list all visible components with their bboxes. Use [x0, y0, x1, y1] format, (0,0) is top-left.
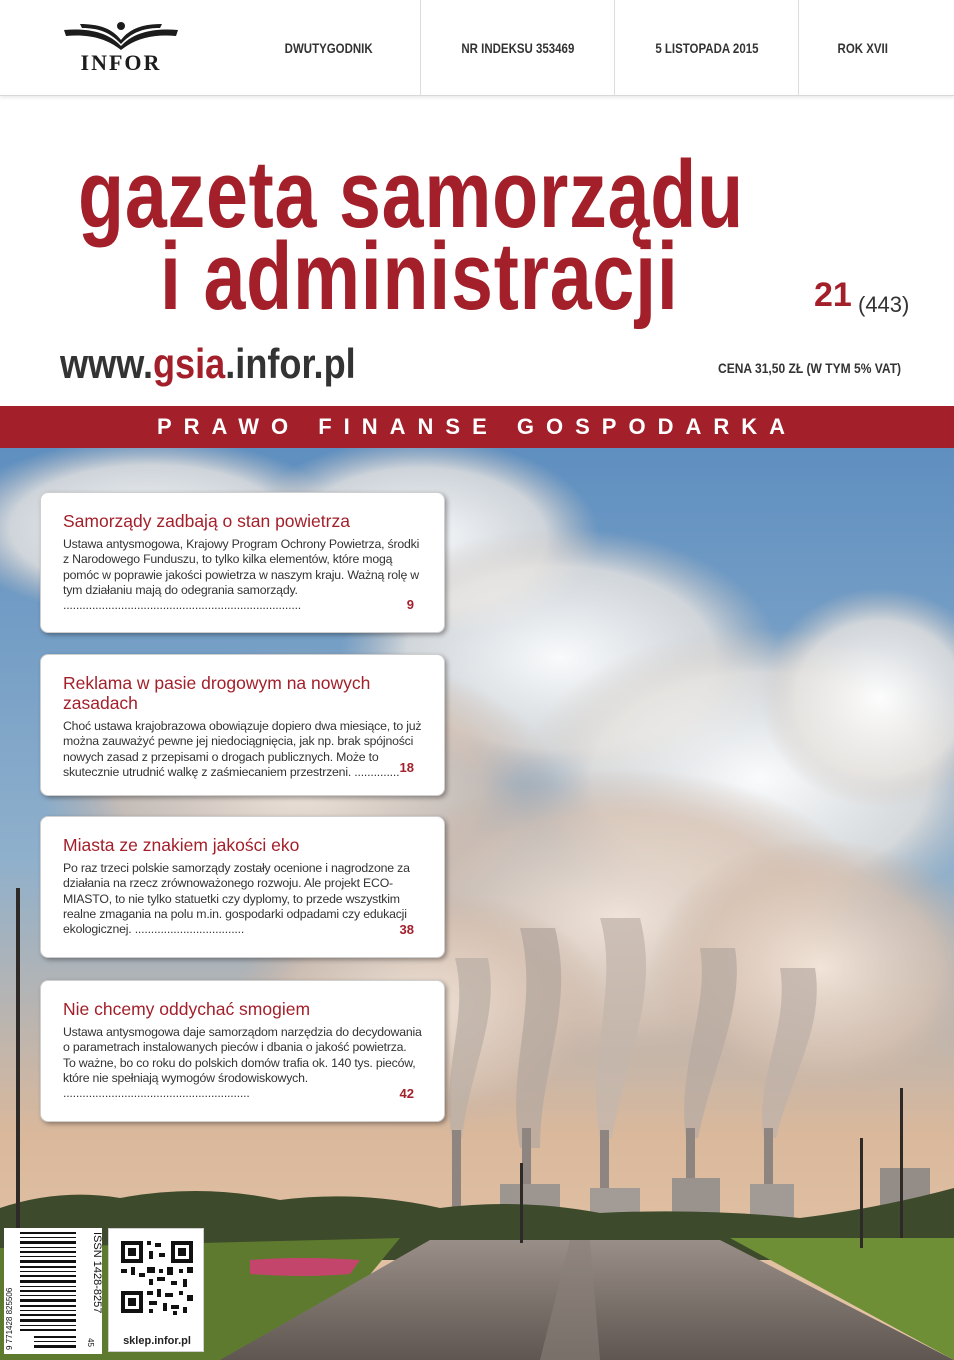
masthead-title-line1: gazeta samorządu [78, 141, 744, 248]
article-body: Po raz trzeci polskie samorządy zostały ocenione i nagrodzone za działania na rzecz zrównoważonego rozwoju. Ale projekt ECO-MIASTO, to nie tylko statuetki czy dyplomy, to przede wszystkim realne zmagania na polu m.in. gospodarki odpadami czy edukacji ekologicznej. .................................. [63, 861, 410, 937]
article-card[interactable] [40, 980, 445, 1122]
article-title: Samorządy zadbają o stan powietrza [63, 511, 350, 531]
article-page-number: 42 [399, 1086, 414, 1101]
header-bar [0, 0, 954, 96]
masthead-title-line2: i administracji [160, 223, 679, 330]
article-title: Miasta ze znakiem jakości eko [63, 835, 300, 855]
qr-label: sklep.infor.pl [123, 1335, 191, 1347]
issue-number: 21 [814, 276, 852, 314]
frequency-label: DWUTYGODNIK [284, 40, 373, 56]
issue-total-number: (443) [858, 292, 910, 317]
article-body: Ustawa antysmogowa, Krajowy Program Ochrony Powietrza, środki z Narodowego Funduszu, to tylko kilka elementów, które mogą pomóc w poprawie jakości powietrza w naszym kraju. Ważną rolę w tym działaniu mają do odegrania samorządy. .......................................................................... [63, 537, 420, 613]
section-band [0, 406, 954, 448]
issn-text: ISSN 1428-8257 [91, 1232, 102, 1314]
website-prefix: www. [60, 340, 153, 387]
article-page-number: 9 [406, 597, 414, 612]
article-card[interactable] [40, 816, 445, 958]
qr-code-icon [109, 1229, 205, 1329]
issue-date: 5 LISTOPADA 2015 [614, 0, 798, 96]
article-card[interactable] [40, 492, 445, 633]
book-wings-icon [58, 18, 184, 54]
article-page-number: 18 [399, 760, 414, 775]
infor-logo[interactable] [58, 18, 184, 78]
article-card[interactable] [40, 654, 445, 796]
cover-price: CENA 31,50 ZŁ (W TYM 5% VAT) [718, 360, 902, 376]
logo-text: INFOR [80, 50, 162, 75]
ean-text: 9 771428 825506 [5, 1287, 14, 1350]
article-title: Nie chcemy oddychać smogiem [63, 999, 311, 1019]
barcode [4, 1228, 102, 1354]
article-page-number: 38 [399, 922, 414, 937]
volume-year: ROK XVII [798, 0, 926, 96]
section-band-text: PRAWO FINANSE GOSPODARKA [156, 414, 798, 439]
article-body: Ustawa antysmogowa daje samorządom narzędzia do decydowania o parametrach instalowanych pieców i dbania o jakość powietrza. To ważne, bo co roku do polskich domów trafia ok. 140 tys. pieców, które nie spełniają wymogów środowiskowych. .......................................................... [63, 1025, 422, 1101]
article-body: Choć ustawa krajobrazowa obowiązuje dopiero dwa miesiące, to już można zauważyć pewne jej niedociągnięcia, jak np. brak spójności nowych zasad z przepisami o drogach publicznych. Może to skutecznie utrudnić walkę z zaśmiecaniem przestrzeni. .............. [63, 719, 422, 779]
website-link[interactable] [60, 340, 356, 388]
website-highlight: gsia [152, 340, 226, 387]
addon-text: 45 [86, 1338, 95, 1347]
website-suffix: .infor.pl [225, 340, 356, 387]
index-number: NR INDEKSU 353469 [420, 0, 614, 96]
qr-code[interactable] [108, 1228, 204, 1352]
article-title: Reklama w pasie drogowym na nowych zasadach [63, 673, 371, 713]
barcode-icon [4, 1228, 102, 1354]
